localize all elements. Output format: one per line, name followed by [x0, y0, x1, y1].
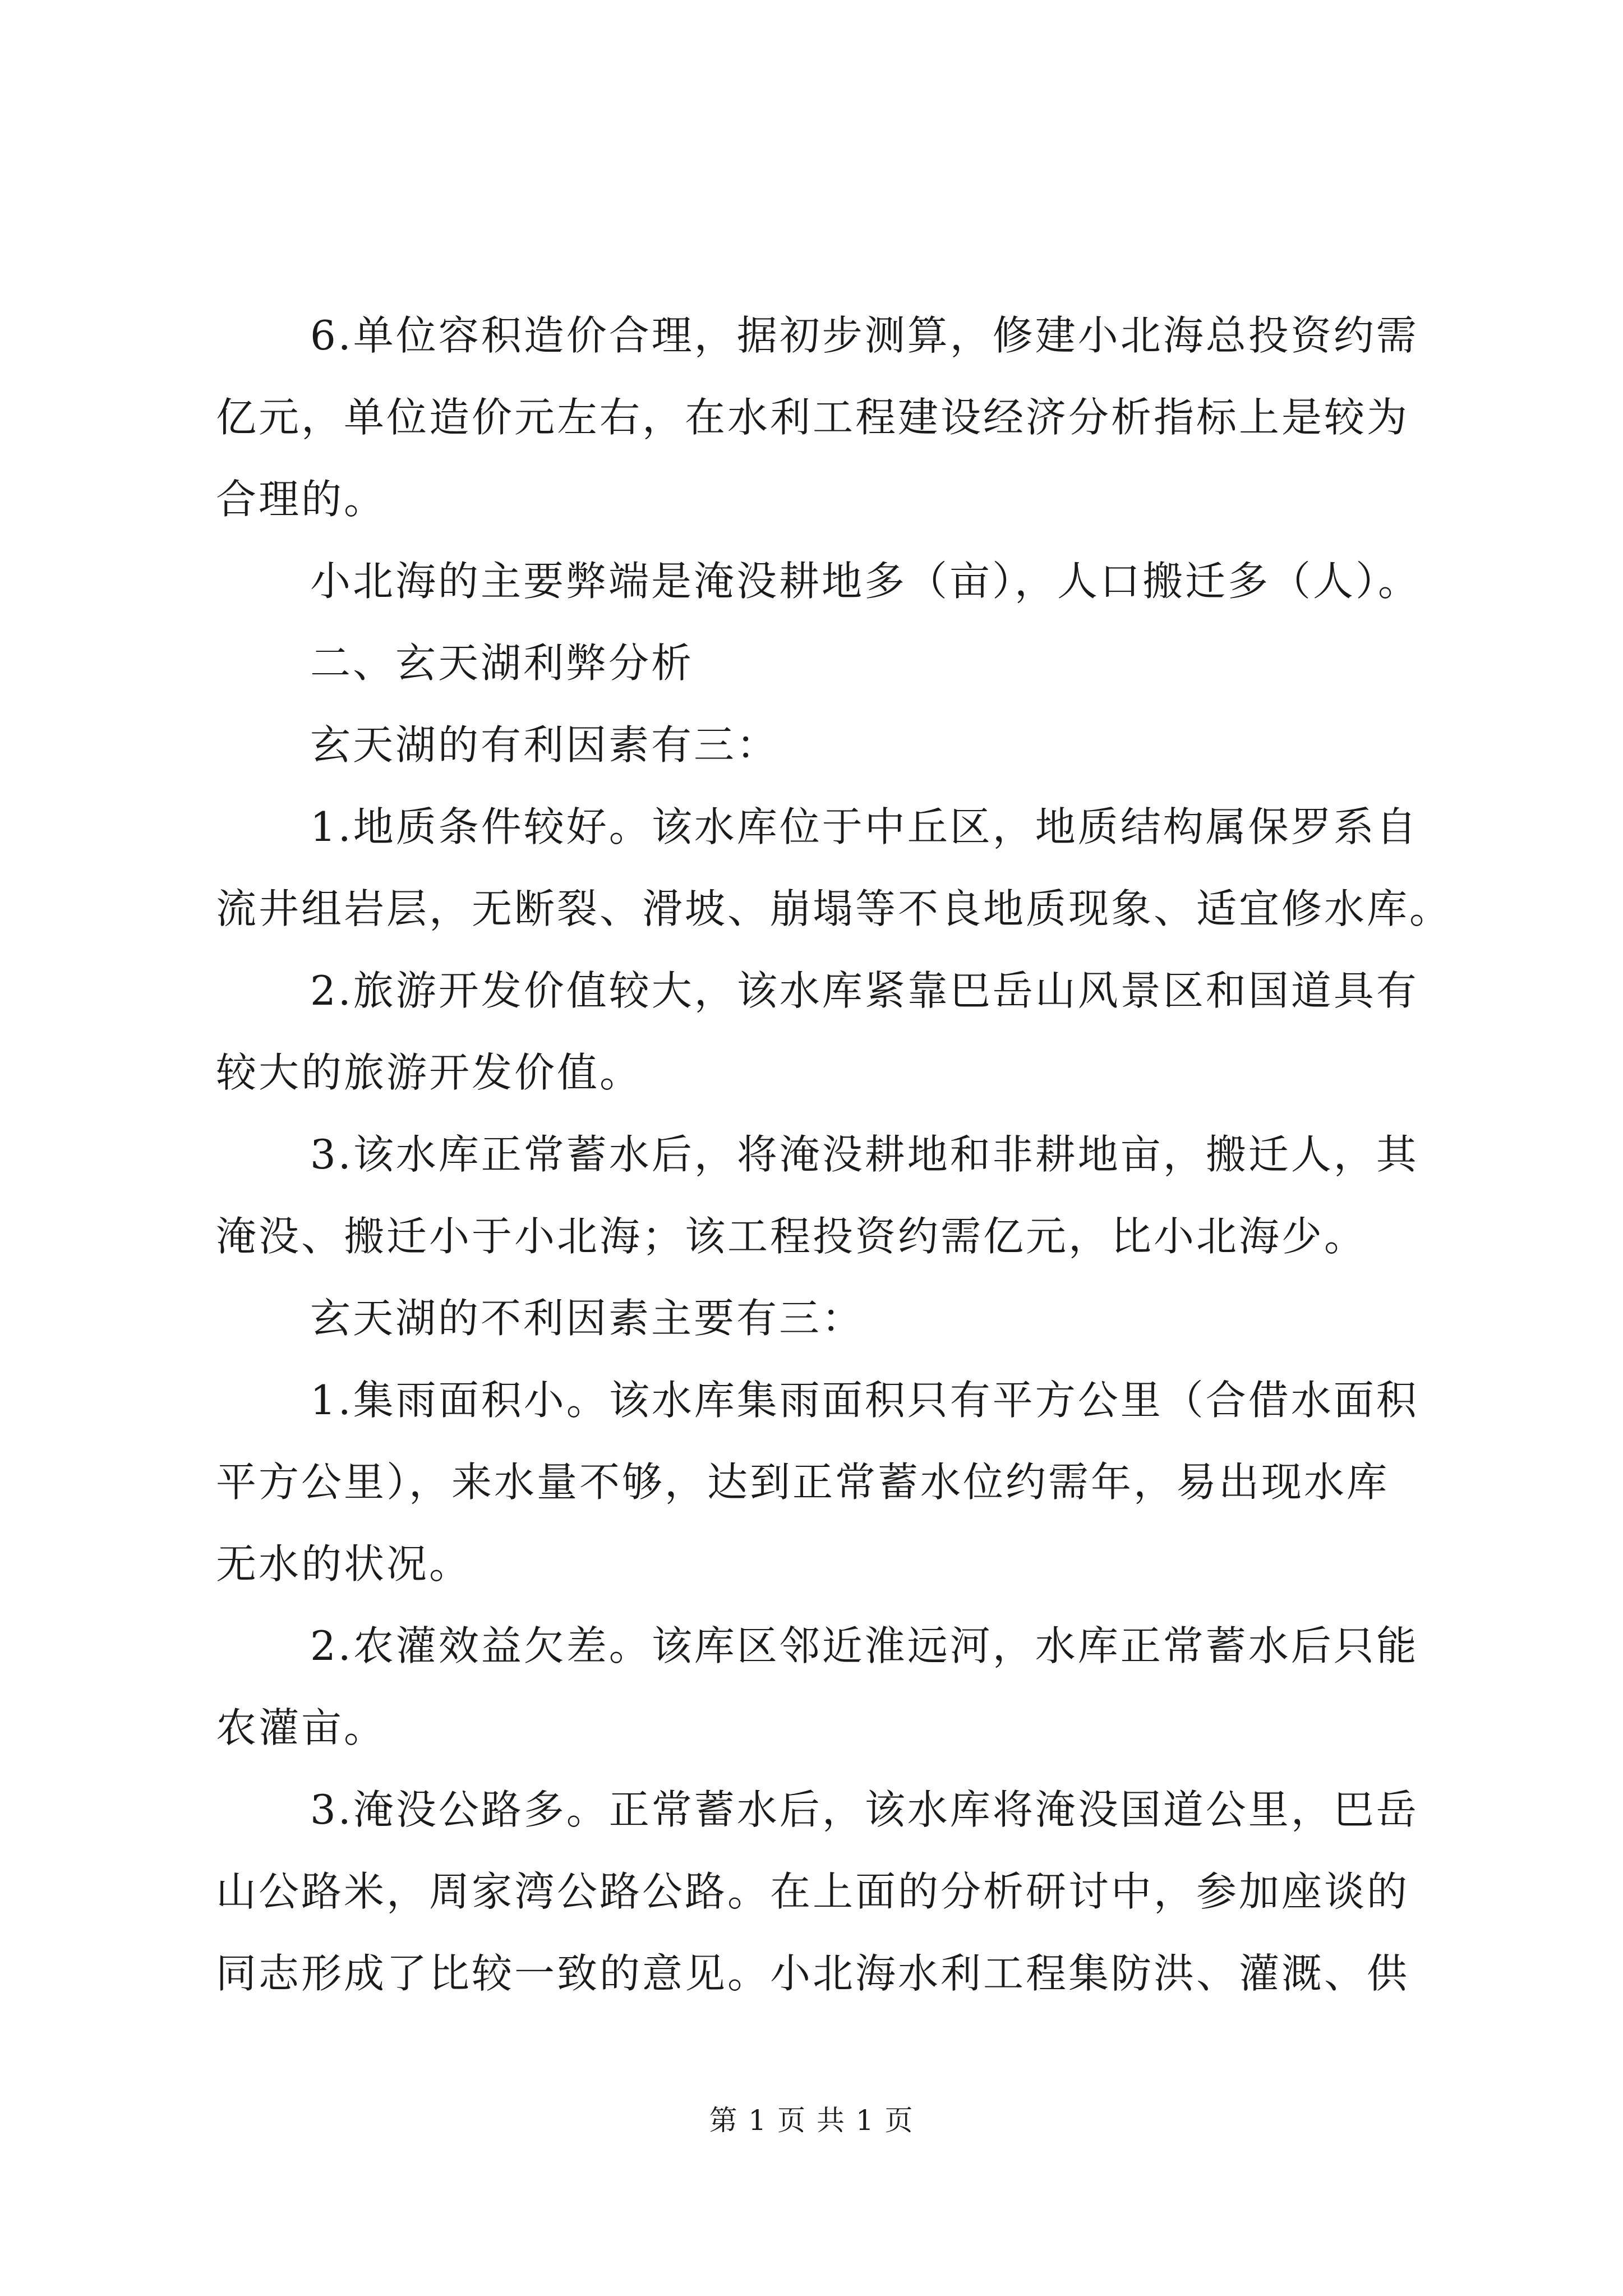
text-line: 玄天湖的有利因素有三：: [310, 721, 780, 769]
text-line: 农灌亩。: [216, 1704, 387, 1751]
text-line: 无水的状况。: [216, 1540, 472, 1588]
text-line: 2.旅游开发价值较大，该水库紧靠巴岳山风景区和国道具有: [310, 967, 1419, 1014]
text-line: 1.集雨面积小。该水库集雨面积只有平方公里（合借水面积: [310, 1377, 1419, 1424]
document-body: [216, 295, 1453, 2014]
text-line: 3.该水库正常蓄水后，将淹没耕地和非耕地亩，搬迁人，其: [310, 1131, 1419, 1178]
text-line: 合理的。: [216, 476, 387, 523]
text-line: 亿元，单位造价元左右，在水利工程建设经济分析指标上是较为: [216, 394, 1410, 441]
text-line: 6.单位容积造价合理，据初步测算，修建小北海总投资约需: [310, 312, 1419, 359]
text-line: 流井组岩层，无断裂、滑坡、崩塌等不良地质现象、适宜修水库。: [216, 885, 1453, 932]
text-line: 同志形成了比较一致的意见。小北海水利工程集防洪、灌溉、供: [216, 1950, 1410, 1997]
text-line: 山公路米，周家湾公路公路。在上面的分析研讨中，参加座谈的: [216, 1868, 1410, 1915]
text-line: 2.农灌效益欠差。该库区邻近淮远河，水库正常蓄水后只能: [310, 1622, 1419, 1669]
text-line: 平方公里），来水量不够，达到正常蓄水位约需年，易出现水库: [216, 1458, 1390, 1506]
text-line: 较大的旅游开发价值。: [216, 1049, 643, 1096]
text-line: 二、玄天湖利弊分析: [310, 639, 694, 687]
text-line: 1.地质条件较好。该水库位于中丘区，地质结构属保罗系自: [310, 803, 1419, 850]
text-line: 小北海的主要弊端是淹没耕地多（亩），人口搬迁多（人）。: [310, 558, 1421, 605]
text-line: 玄天湖的不利因素主要有三：: [310, 1295, 865, 1342]
page-footer: 第 1 页 共 1 页: [709, 2104, 914, 2137]
text-line: 3.淹没公路多。正常蓄水后，该水库将淹没国道公里，巴岳: [310, 1786, 1419, 1833]
text-line: 淹没、搬迁小于小北海；该工程投资约需亿元，比小北海少。: [216, 1213, 1367, 1260]
